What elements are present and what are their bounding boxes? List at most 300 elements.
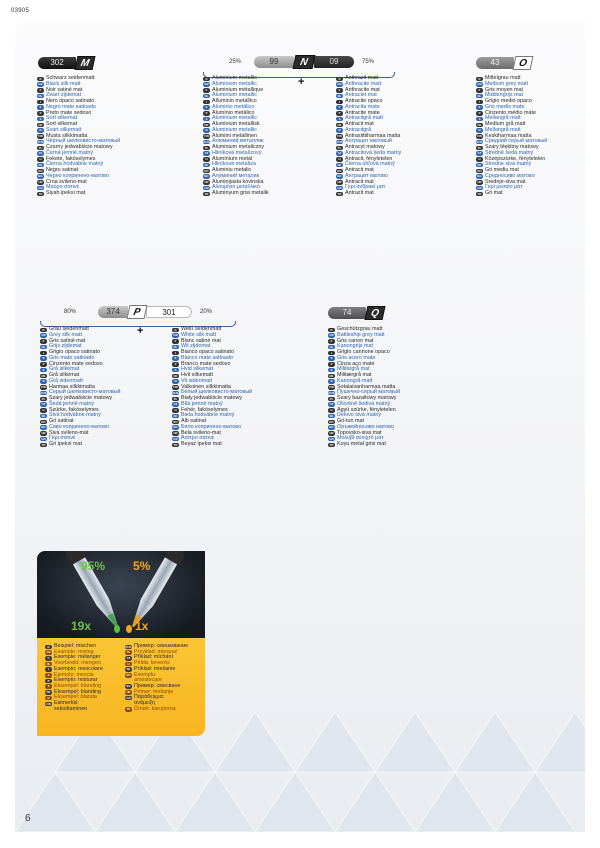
colour-name-list-p-left — [40, 327, 121, 448]
language-flag-icon: PL — [173, 396, 178, 401]
language-flag-icon: GB — [46, 650, 51, 655]
colour-name-text: Gris acero mate — [337, 354, 376, 361]
language-flag-icon: FIN — [46, 701, 51, 706]
paint-number: 302 — [38, 57, 76, 69]
language-flag-icon: CZ — [477, 151, 482, 156]
colour-name-text: Antrazit mat — [345, 190, 374, 196]
language-flag-icon: DK — [337, 122, 342, 127]
colour-name-text: Alluminio metallico — [212, 98, 257, 104]
colour-name-text: Siyah ipeksi mat — [46, 190, 86, 196]
language-flag-icon: NL — [204, 93, 209, 98]
language-flag-icon: H — [203, 157, 210, 162]
language-flag-icon: BG — [204, 174, 209, 179]
colour-name-text: Gris satiné mat — [49, 337, 86, 344]
language-flag-icon: BG — [41, 425, 46, 430]
language-flag-icon: RO — [204, 168, 209, 173]
colour-name-list-n-left — [203, 76, 269, 197]
colour-name-text: Оръжейносиво матово — [337, 423, 394, 430]
colour-name-text: Szary bazaltowy matowy — [337, 395, 397, 401]
colour-name-text: Černá jemně matný — [46, 149, 94, 156]
colour-name-text: Γκρι μεσαίο ματ — [485, 184, 523, 191]
language-flag-icon: S — [328, 368, 335, 373]
language-flag-icon: N — [328, 379, 335, 384]
language-flag-icon: GR — [38, 185, 43, 190]
colour-name-text: Anthracite mat — [345, 86, 380, 93]
mix-percent-5: 5% — [133, 559, 151, 573]
colour-name-text: Kanongrijs mat — [337, 343, 373, 350]
colour-name-text: Antracitová šedá matný — [345, 149, 402, 156]
language-flag-icon: PL — [38, 145, 43, 150]
language-flag-icon: RO — [38, 168, 43, 173]
colour-name-text: Keskiharmaa matta — [485, 132, 532, 139]
colour-name-text: Черно копринено-матово — [46, 172, 109, 179]
language-flag-icon: F — [37, 88, 44, 93]
colour-name-text: Aluminium metallic — [212, 75, 257, 81]
paint-number: 74 — [328, 307, 366, 319]
colour-name-text: Gri ipeksi mat — [49, 441, 82, 447]
colour-name-text: Hliníková metalíza — [212, 161, 257, 168]
colour-name-text: Olověně šedivá matný — [337, 400, 391, 407]
colour-name-text: Alumínium metál — [212, 155, 253, 162]
paint-chip-q — [328, 306, 384, 320]
colour-name-text: Wit zijdemat — [181, 343, 211, 350]
paint-number-left: 374 — [98, 306, 128, 318]
colour-name-text: Středně šedá matný — [485, 149, 534, 156]
colour-name-text: Antraciet mat — [345, 92, 377, 99]
mixing-example-card — [37, 551, 205, 736]
language-flag-icon: NL — [173, 344, 178, 349]
language-flag-icon: P — [336, 111, 343, 116]
language-flag-icon: P — [45, 679, 52, 684]
language-flag-icon: PL — [204, 145, 209, 150]
colour-name-text: Antracite opaco — [345, 98, 383, 104]
language-flag-icon: HR — [329, 431, 334, 436]
colour-name-text: Grå silkemat — [49, 366, 80, 373]
colour-name-text: Чёрный шелковисто-матовый — [46, 138, 121, 145]
language-flag-icon: SK — [38, 162, 43, 167]
colour-name-list-q — [328, 327, 400, 448]
language-flag-icon: D — [40, 328, 47, 333]
colour-name-text: Серый шелковисто-матовый — [49, 389, 121, 396]
language-flag-icon: TR — [126, 707, 131, 712]
language-flag-icon: P — [476, 111, 483, 116]
colour-name-text: Hvit silkematt — [181, 372, 214, 378]
language-flag-icon: GR — [477, 185, 482, 190]
colour-name-text: Aluminium métallique — [212, 86, 264, 93]
colour-name-item — [125, 707, 188, 713]
colour-name-text: Aluminium metallic — [212, 115, 257, 122]
colour-name-text: Medium grå matt — [485, 121, 526, 127]
colour-name-text: Sotalaivanharmaa matta — [337, 383, 396, 390]
colour-name-text: Aluminijasta kovinska — [212, 178, 264, 185]
colour-name-text: Koyu metal grisi mat — [337, 441, 386, 447]
colour-name-text: Medium grey matt — [485, 80, 529, 87]
colour-name-text: Harmaa silkkimatta — [49, 383, 95, 390]
colour-name-item — [476, 191, 547, 197]
colour-name-text: Aluminiu metalic — [212, 167, 252, 173]
colour-name-text: Antracitgrå — [345, 126, 372, 133]
language-flag-icon: GB — [329, 333, 334, 338]
language-flag-icon: BG — [173, 425, 178, 430]
colour-name-text: Exemplu: amestecare — [134, 671, 163, 684]
language-flag-icon: SK — [126, 667, 131, 672]
colour-name-text: Αλουμίνιο μεταλλικό — [212, 184, 260, 191]
language-flag-icon: CZ — [38, 151, 43, 156]
language-flag-icon: SK — [41, 413, 46, 418]
colour-name-text: Gri-tun mat — [337, 418, 364, 424]
language-flag-icon: E — [172, 356, 179, 361]
colour-name-text: Aluminium metallic — [212, 126, 257, 133]
language-flag-icon: I — [476, 100, 483, 105]
language-flag-icon: N — [203, 128, 210, 133]
colour-name-text: Crna svileno-mat — [46, 178, 87, 185]
language-flag-icon: NL — [337, 93, 342, 98]
language-flag-icon: BG — [477, 174, 482, 179]
colour-name-text: Hliníková metalízový — [212, 149, 262, 156]
colour-name-text: Exemplo: misturar — [54, 677, 98, 684]
language-flag-icon: D — [45, 645, 52, 650]
colour-name-text: Battleship grey matt — [337, 331, 385, 338]
language-flag-icon: RO — [477, 168, 482, 173]
language-flag-icon: D — [336, 77, 343, 82]
colour-name-text: Middengrijs mat — [485, 92, 524, 99]
colour-name-text: White silk matt — [181, 331, 217, 338]
paint-letter: P — [127, 305, 148, 319]
colour-name-text: Anthracite matt — [345, 80, 382, 87]
colour-name-text: Szary jedwabiście matowy — [49, 395, 113, 401]
colour-name-text: Fekete, fakóselymes — [46, 155, 96, 162]
colour-name-item — [40, 442, 121, 448]
colour-name-item — [45, 701, 103, 712]
language-flag-icon: I — [45, 667, 52, 672]
language-flag-icon: HR — [477, 180, 482, 185]
colour-name-text: Antracyt matowy — [345, 144, 385, 150]
mix-percent-right: 20% — [200, 309, 213, 315]
language-flag-icon: P — [37, 111, 44, 116]
colour-name-text: Bianco opaco satinato — [181, 349, 235, 355]
colour-name-text: Exemple: mélanger — [54, 654, 101, 661]
colour-name-text: Άσπρο σατινέ — [181, 435, 215, 442]
colour-name-text: Средносиво матово — [485, 172, 535, 179]
mix-percent-right: 75% — [362, 59, 375, 65]
colour-name-text: Stredne sivá matný — [485, 161, 532, 168]
colour-name-text: Primer: mešanje — [134, 688, 174, 695]
language-flag-icon: CZ — [41, 402, 46, 407]
language-flag-icon: H — [172, 408, 179, 413]
colour-name-item — [328, 442, 400, 448]
colour-name-text: Beyaz ipeksi mat — [181, 441, 222, 447]
colour-name-text: Пример: смесване — [134, 682, 181, 689]
page-number: 6 — [25, 813, 31, 824]
colour-name-text: Fehér, fakóselymes — [181, 406, 228, 413]
colour-name-text: Gris mate satinado — [49, 354, 95, 361]
colour-name-text: Antracite mate — [345, 109, 380, 116]
colour-name-text: Gri satinat — [49, 418, 74, 424]
language-flag-icon: RO — [173, 419, 178, 424]
language-flag-icon: HR — [173, 431, 178, 436]
language-flag-icon: TR — [204, 191, 209, 196]
paint-letter: Q — [365, 306, 386, 320]
language-flag-icon: GR — [329, 436, 334, 441]
colour-name-text: Príklad: miešanie — [134, 665, 176, 672]
paint-chip-m — [38, 56, 94, 70]
language-flag-icon: SK — [329, 413, 334, 418]
language-flag-icon: BG — [126, 684, 131, 689]
colour-name-text: Grijs zijdemat — [49, 343, 82, 350]
language-flag-icon: RUS — [336, 139, 343, 144]
colour-name-text: Example: mixing — [54, 648, 94, 655]
language-flag-icon: DK — [38, 122, 43, 127]
colour-name-text: Aluminium metallic — [212, 92, 257, 99]
paint-chip-p — [98, 305, 192, 319]
mix-percent-left: 80% — [64, 309, 77, 315]
language-flag-icon: S — [172, 368, 179, 373]
language-flag-icon: HR — [337, 180, 342, 185]
language-flag-icon: F — [45, 656, 52, 661]
language-flag-icon: HR — [204, 180, 209, 185]
colour-name-item — [203, 191, 269, 197]
language-flag-icon: GB — [41, 333, 46, 338]
colour-name-text: Alumínio metálico — [212, 109, 255, 116]
language-flag-icon: S — [476, 117, 483, 122]
colour-name-text: Esimerkki: sekoittaminen — [54, 700, 88, 712]
colour-name-text: Ejemplo: mezcla — [54, 671, 94, 678]
language-flag-icon: GR — [337, 185, 342, 190]
colour-name-text: Příklad: míchání — [134, 654, 173, 661]
colour-name-text: Przykład: mieszać — [134, 648, 178, 655]
colour-name-text: Anthrazit matt — [345, 75, 379, 81]
colour-name-text: Szary błękitny matowy — [485, 144, 539, 150]
language-flag-icon: I — [40, 351, 47, 356]
colour-name-text: Srednje-siva mat — [485, 178, 526, 185]
colour-name-text: Aluminio metálico — [212, 103, 255, 110]
paint-number-right: 09 — [314, 56, 354, 68]
colour-name-text: Grigio cannone opaco — [337, 349, 390, 355]
language-flag-icon: N — [45, 696, 52, 701]
language-flag-icon: E — [336, 105, 343, 110]
language-flag-icon: GB — [173, 333, 178, 338]
mix-percent-95: 95% — [81, 559, 106, 573]
language-flag-icon: N — [336, 128, 343, 133]
language-flag-icon: PL — [126, 650, 131, 655]
colour-name-text: Пушечно-серый матовый — [337, 389, 401, 396]
colour-name-list-n-right — [336, 76, 401, 197]
colour-name-text: Középszürke, fényletelen — [485, 155, 546, 162]
colour-name-text: Geschützgrau matt — [337, 326, 383, 332]
colour-name-text: Blanc satiné mat — [181, 337, 221, 344]
colour-name-text: Hvid silkemat — [181, 366, 214, 373]
colour-name-text: Branco mate sedoso — [181, 360, 231, 367]
language-flag-icon: CZ — [126, 655, 131, 660]
language-flag-icon: SK — [477, 162, 482, 167]
language-flag-icon: GR — [41, 436, 46, 441]
colour-name-text: Grå silkemat — [49, 372, 80, 378]
language-flag-icon: I — [336, 100, 343, 105]
colour-name-text: Antracita mate — [345, 103, 380, 110]
colour-name-text: Preto mate sedoso — [46, 109, 92, 116]
colour-name-text: Grau seidenmatt — [49, 326, 89, 332]
colour-name-text: Пример: смешивание — [134, 643, 189, 649]
language-flag-icon: S — [40, 368, 47, 373]
colour-name-text: Γκρι σατινέ — [49, 435, 76, 442]
language-flag-icon: F — [476, 88, 483, 93]
colour-name-text: Παράδειγμα: ανάμειξη — [134, 694, 165, 707]
colour-name-item — [172, 442, 252, 448]
paint-letter: M — [75, 56, 96, 70]
colour-name-text: Eksempel: blanding — [54, 682, 102, 689]
colour-name-text: Eksempel: blanda — [54, 694, 97, 701]
colour-name-text: Алуминий металик — [212, 172, 260, 179]
colour-name-text: Белый шелковисто-матовый — [181, 389, 253, 396]
colour-name-text: Gris canon mat — [337, 337, 374, 344]
colour-name-text: Čierna uhľová matný — [345, 161, 395, 168]
colour-name-text: Aluminium metallic — [212, 80, 257, 87]
language-flag-icon: H — [125, 662, 132, 667]
colour-name-text: Sort silkemat — [46, 115, 78, 122]
language-flag-icon: D — [37, 77, 44, 82]
mixing-list-right — [125, 644, 188, 712]
colour-name-text: Cinza aço mate — [337, 360, 375, 367]
language-flag-icon: TR — [38, 191, 43, 196]
colour-name-text: Kanongrå matt — [337, 377, 373, 384]
colour-name-text: Antracit mat — [345, 121, 374, 127]
colour-name-list-m — [37, 76, 120, 197]
language-flag-icon: H — [328, 408, 335, 413]
colour-name-text: Gri mat — [485, 190, 503, 196]
language-flag-icon: RO — [337, 168, 342, 173]
language-flag-icon: E — [328, 356, 335, 361]
colour-name-text: Бяло копринено-матово — [181, 423, 242, 430]
colour-name-text: Topovsko-siva mat — [337, 429, 382, 436]
colour-name-text: Средний серый матовый — [485, 138, 548, 145]
language-flag-icon: SK — [337, 162, 342, 167]
colour-name-text: Nero opaco satinato — [46, 98, 95, 104]
paint-number-right: 301 — [146, 306, 192, 318]
language-flag-icon: E — [476, 105, 483, 110]
language-flag-icon: PL — [41, 396, 46, 401]
paint-number-left: 99 — [254, 56, 294, 68]
language-flag-icon: CZ — [204, 151, 209, 156]
colour-name-text: Μαύρο σατινέ — [46, 184, 79, 191]
colour-name-text: Grigio medio opaco — [485, 98, 532, 104]
colour-name-text: Ágyú szürke, fényletelen — [337, 406, 396, 413]
language-flag-icon: F — [172, 339, 179, 344]
colour-name-text: Aluminium metallisk — [212, 121, 260, 127]
colour-name-list-o — [476, 76, 547, 197]
colour-name-text: Blanco mate satinado — [181, 354, 233, 361]
mix-percent-left: 25% — [229, 59, 242, 65]
language-flag-icon: H — [40, 408, 47, 413]
colour-name-text: Šedá jemně matný — [49, 400, 94, 407]
language-flag-icon: DK — [204, 122, 209, 127]
language-flag-icon: RUS — [476, 139, 483, 144]
colour-name-text: Aluminium metaliczny — [212, 144, 265, 150]
colour-name-text: Bílá jemně matný — [181, 400, 223, 407]
language-flag-icon: GB — [204, 82, 209, 87]
language-flag-icon: P — [40, 362, 47, 367]
language-flag-icon: I — [328, 351, 335, 356]
language-flag-icon: CZ — [173, 402, 178, 407]
colour-name-text: Γκρι ανθρακί ματ — [345, 184, 386, 191]
language-flag-icon: GB — [337, 82, 342, 87]
language-flag-icon: FIN — [477, 134, 482, 139]
colour-name-text: Alumiini metallinen — [212, 132, 257, 139]
language-flag-icon: E — [45, 673, 52, 678]
language-flag-icon: I — [203, 100, 210, 105]
language-flag-icon: F — [40, 339, 47, 344]
colour-name-text: Esempio: mescolare — [54, 665, 103, 672]
language-flag-icon: F — [328, 339, 335, 344]
language-flag-icon: P — [328, 362, 335, 367]
paint-letter: O — [513, 56, 534, 70]
language-flag-icon: H — [476, 157, 483, 162]
language-flag-icon: S — [203, 117, 210, 122]
colour-name-text: Voorbeeld: mengen — [54, 660, 101, 667]
colour-name-text: Svart silkematt — [46, 126, 82, 133]
language-flag-icon: F — [203, 88, 210, 93]
colour-name-text: Gri mediu mat — [485, 167, 519, 173]
language-flag-icon: RO — [41, 419, 46, 424]
language-flag-icon: FIN — [38, 134, 43, 139]
mix-ratio-19x: 19x — [71, 619, 92, 633]
colour-name-text: Bela svileno-mat — [181, 429, 221, 436]
document-code: 03905 — [11, 8, 30, 14]
language-flag-icon: BG — [38, 174, 43, 179]
language-flag-icon: RO — [329, 419, 334, 424]
colour-name-text: Valkoinen silkkimatta — [181, 383, 231, 390]
language-flag-icon: N — [40, 379, 47, 384]
colour-name-text: Örnek: karıştırma — [134, 705, 176, 712]
colour-name-text: Gris medio mate — [485, 103, 525, 110]
language-flag-icon: I — [172, 351, 179, 356]
colour-name-text: Grigio opaco satinato — [49, 349, 100, 355]
colour-name-text: Vit sidenmatt — [181, 377, 213, 384]
language-flag-icon: P — [172, 362, 179, 367]
language-flag-icon: BG — [337, 174, 342, 179]
language-flag-icon: TR — [41, 442, 46, 447]
language-flag-icon: HR — [41, 431, 46, 436]
language-flag-icon: D — [476, 77, 483, 82]
language-flag-icon: GR — [204, 185, 209, 190]
language-flag-icon: GB — [477, 82, 482, 87]
language-flag-icon: TR — [173, 442, 178, 447]
language-flag-icon: S — [37, 117, 44, 122]
colour-name-text: Antracitgrå matt — [345, 115, 384, 122]
colour-name-text: Sort silkemat — [46, 121, 78, 127]
colour-name-text: Алюминий металлик — [212, 138, 264, 145]
language-flag-icon: RUS — [40, 390, 47, 395]
language-flag-icon: BG — [329, 425, 334, 430]
language-flag-icon: FIN — [204, 134, 209, 139]
colour-name-text: Black silk matt — [46, 80, 81, 87]
language-flag-icon: CZ — [329, 402, 334, 407]
language-flag-icon: S — [336, 117, 343, 122]
language-flag-icon: RUS — [328, 390, 335, 395]
colour-name-text: Cinzento mate sedoso — [49, 360, 103, 367]
paint-number: 43 — [476, 57, 514, 69]
language-flag-icon: DK — [173, 373, 178, 378]
language-flag-icon: PL — [329, 396, 334, 401]
language-flag-icon: HR — [38, 180, 43, 185]
paint-letter: N — [293, 55, 316, 69]
colour-name-text: Alb satinat — [181, 418, 207, 424]
language-flag-icon: DK — [329, 373, 334, 378]
language-flag-icon: FIN — [173, 385, 178, 390]
language-flag-icon: N — [476, 128, 483, 133]
mix-ratio-1x: 1x — [135, 619, 149, 633]
colour-name-text: Weiß seidenmatt — [181, 326, 222, 332]
language-flag-icon: N — [37, 128, 44, 133]
